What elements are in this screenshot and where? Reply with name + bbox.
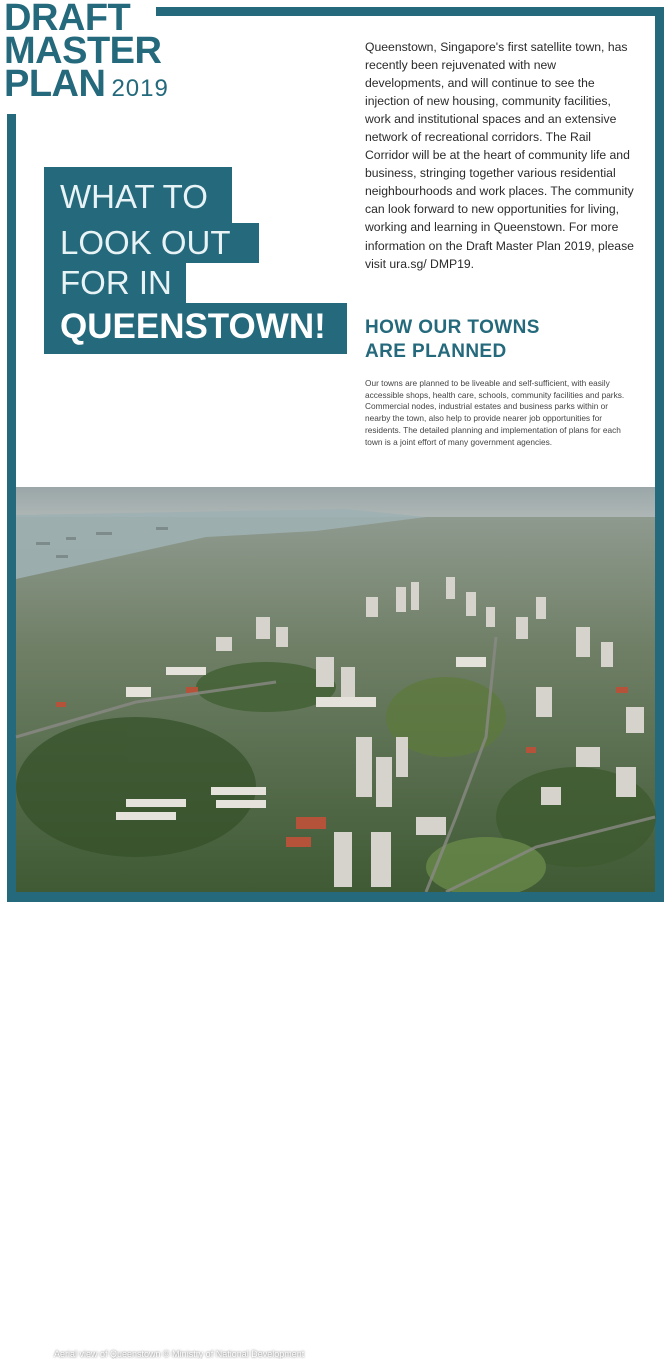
section-heading [365,316,645,364]
section-heading-line-1: HOW OUR TOWNS [365,317,540,338]
brand-line-1: DRAFT [4,0,131,39]
intro-paragraph: Queenstown, Singapore's first satellite town, has recently been rejuvenated with new developments, and will continue to see the injection of new housing, community facilities, work and institutional spaces and an extensive network of recreational corridors. The Rail Corridor will be at the heart of community life and business, stringing together various residential neighbourhoods and work places. The community can look forward to new opportunities for living, working and learning in Queenstown. For more information on the Draft Master Plan 2019, please visit ura.sg/ DMP19. [365,40,634,271]
photo-caption: Aerial view of Queenstown © Ministry of National Development [54,1349,305,1359]
brand-logo [4,2,169,105]
section-body: Our towns are planned to be liveable and self-sufficient, with easily accessible shops, health care, schools, community facilities and parks. Commercial nodes, industrial estates and business parks within or nearby the town, also help to provide nearer job opportunities for residents. The detailed planning and implementation of plans for each town is a joint effort of many government agencies. [365,378,625,447]
brand-line-3-text: PLAN [4,63,106,105]
headline-line-3: FOR IN [44,263,186,303]
frame-top-border [156,7,664,16]
headline-line-1: WHAT TO [44,167,232,223]
brand-line-2: MASTER [4,30,162,72]
brand-year: 2019 [111,75,169,102]
frame-right-border [655,7,664,902]
headline-block [44,167,347,354]
headline-line-2: LOOK OUT [44,223,259,263]
frame-left-border [7,114,16,902]
brand-line-3 [4,63,169,105]
section-heading-line-2: ARE PLANNED [365,341,507,362]
aerial-photo [16,487,655,1359]
frame-bottom-border [7,892,664,902]
aerial-photo-illustration [16,487,655,892]
headline-line-4: QUEENSTOWN! [44,303,347,354]
